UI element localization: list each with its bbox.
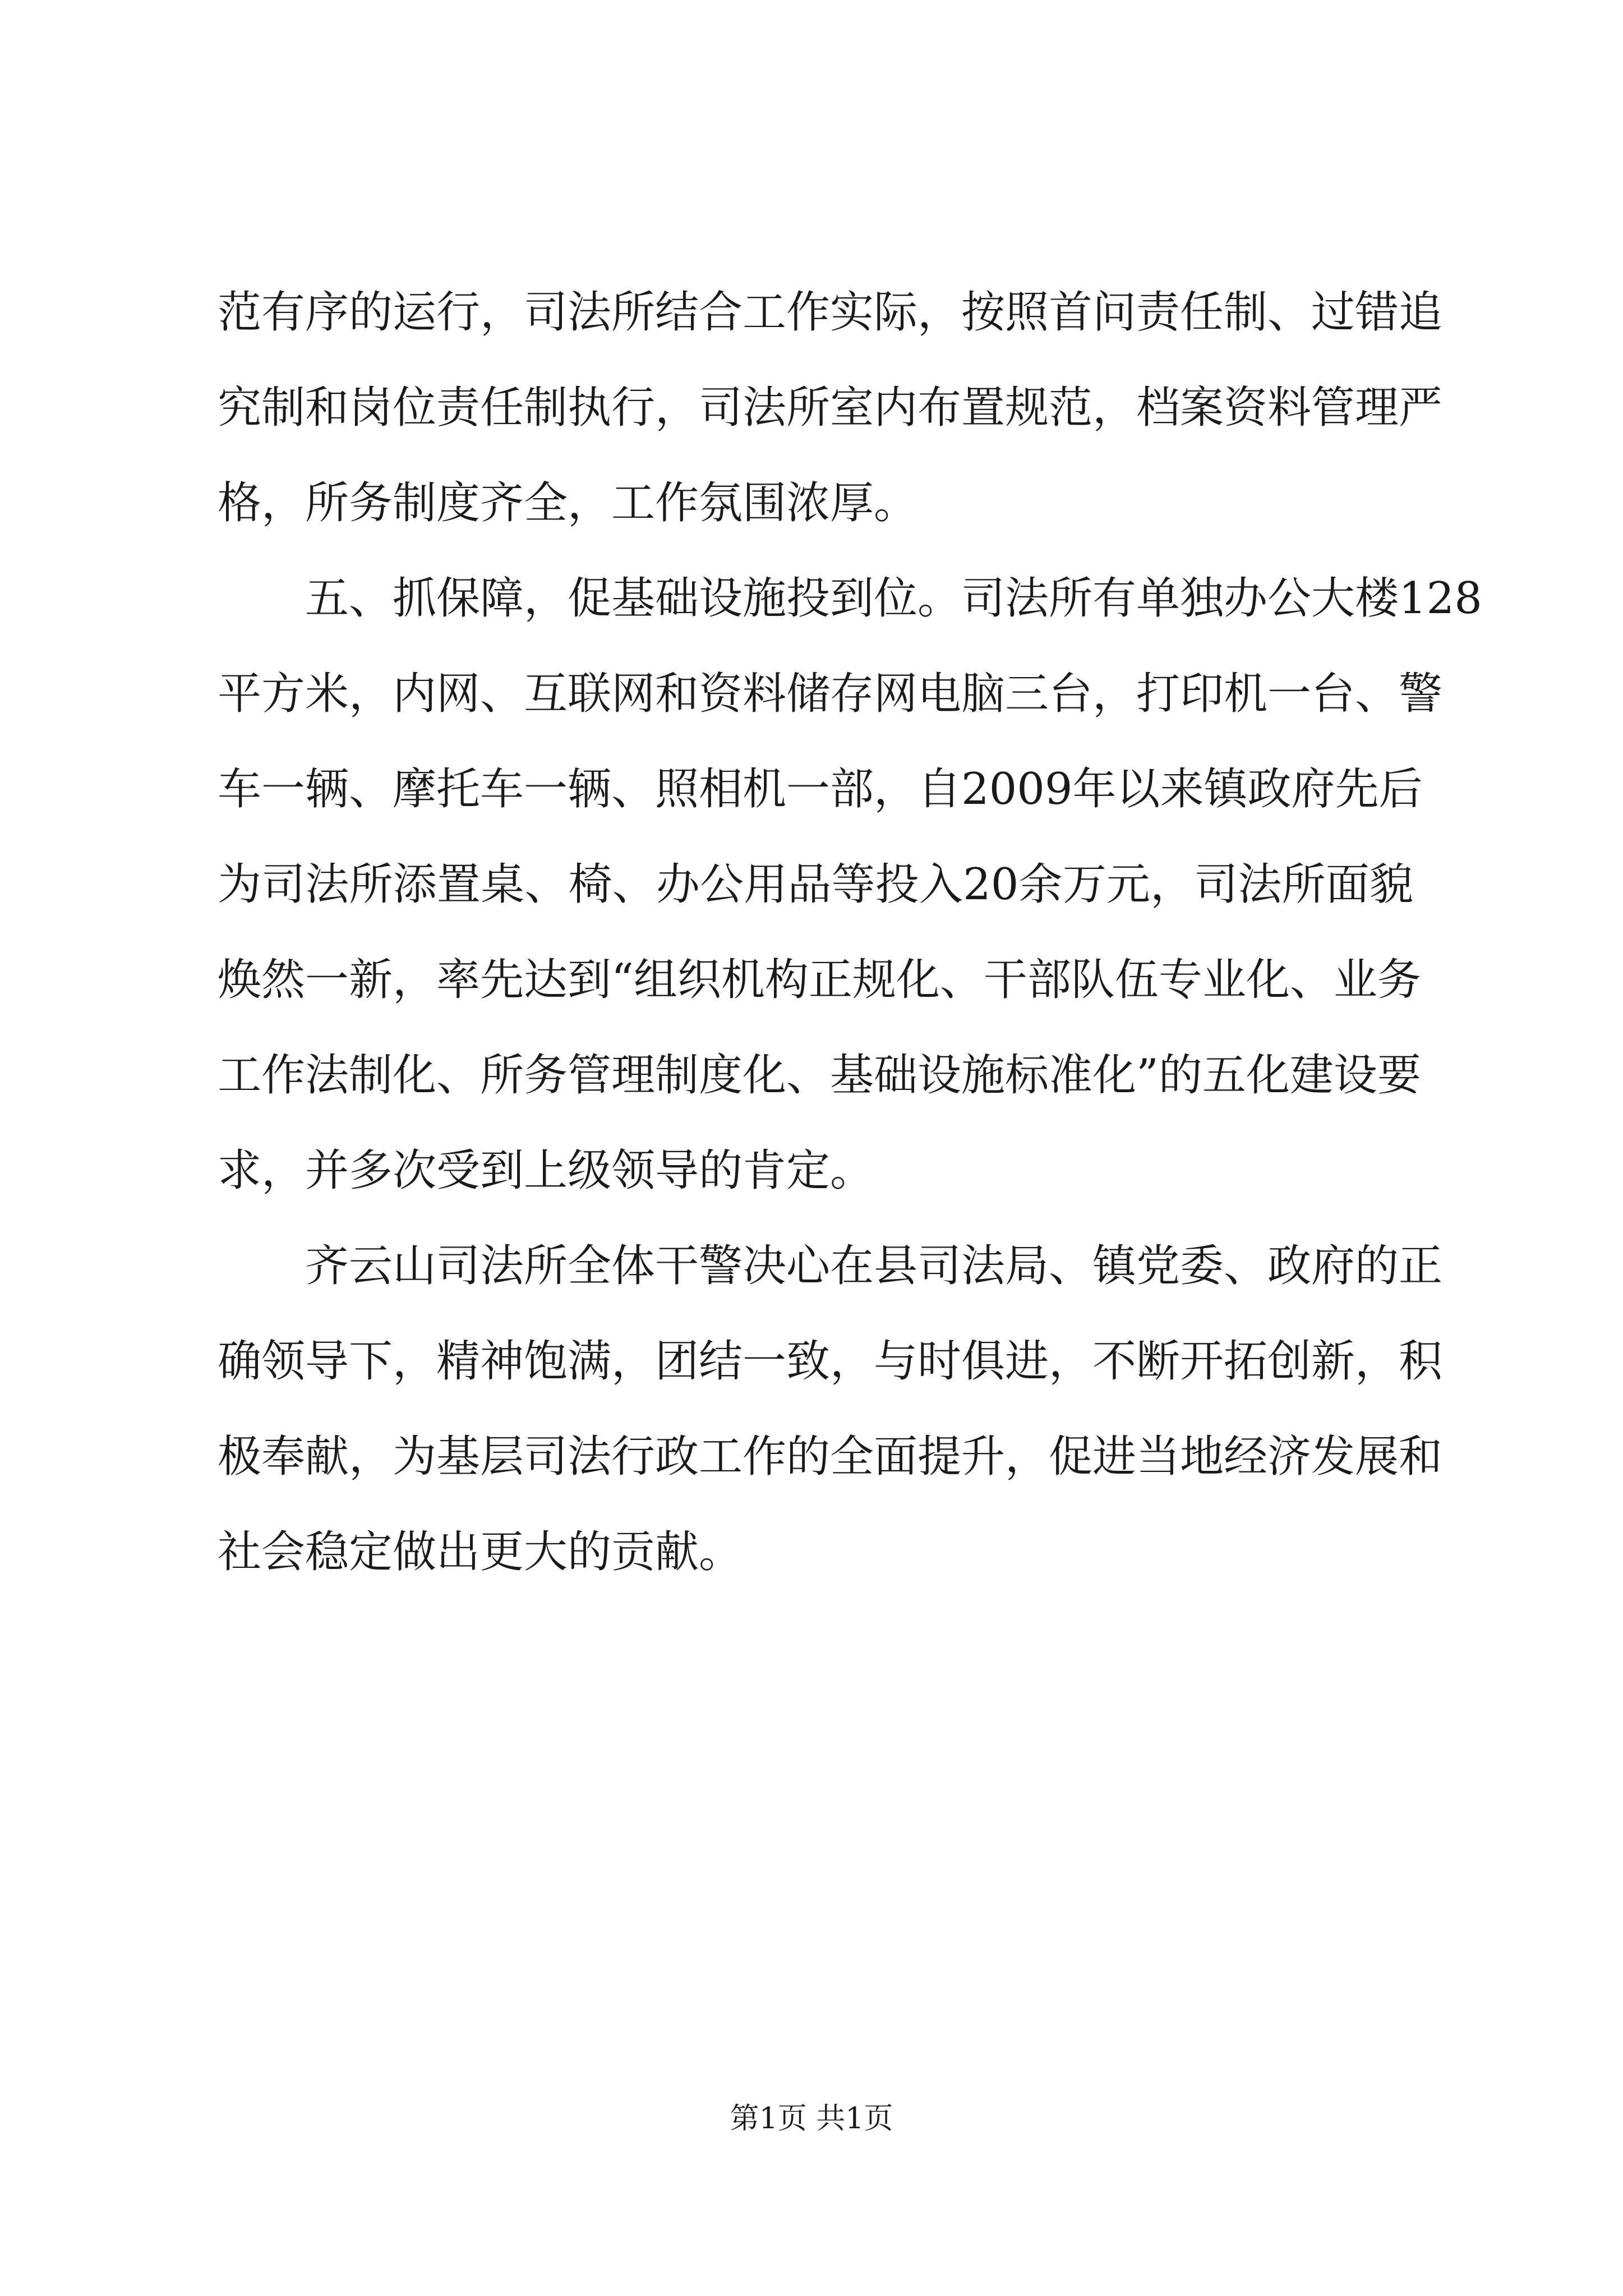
text-line: 范有序的运行，司法所结合工作实际，按照首问责任制、过错追 (218, 287, 1443, 338)
paragraph (218, 1218, 1443, 1600)
text-line: 工作法制化、所务管理制度化、基础设施标准化”的五化建设要 (218, 1050, 1421, 1101)
text-line: 社会稳定做出更大的贡献。 (218, 1527, 743, 1577)
paragraph (218, 265, 1443, 551)
page-number-footer: 第1页 共1页 (730, 2102, 893, 2136)
text-line: 为司法所添置桌、椅、办公用品等投入20余万元，司法所面貌 (218, 859, 1413, 910)
text-line: 焕然一新，率先达到“组织机构正规化、干部队伍专业化、业务 (218, 955, 1421, 1005)
text-line: 确领导下，精神饱满，团结一致，与时俱进，不断开拓创新，积 (218, 1336, 1443, 1387)
text-line: 车一辆、摩托车一辆、照相机一部，自2009年以来镇政府先后 (218, 764, 1423, 815)
text-line: 求，并多次受到上级领导的肯定。 (218, 1145, 874, 1196)
text-line: 平方米，内网、互联网和资料储存网电脑三台，打印机一台、警 (218, 669, 1443, 719)
paragraph (218, 551, 1482, 1218)
text-line: 究制和岗位责任制执行，司法所室内布置规范，档案资料管理严 (218, 383, 1443, 433)
text-line: 极奉献，为基层司法行政工作的全面提升，促进当地经济发展和 (218, 1432, 1443, 1482)
document-body (218, 265, 1482, 1600)
text-line: 齐云山司法所全体干警决心在县司法局、镇党委、政府的正 (218, 1241, 1443, 1291)
text-line: 格，所务制度齐全，工作氛围浓厚。 (218, 478, 918, 528)
text-line: 五、抓保障，促基础设施投到位。司法所有单独办公大楼128 (218, 573, 1482, 624)
